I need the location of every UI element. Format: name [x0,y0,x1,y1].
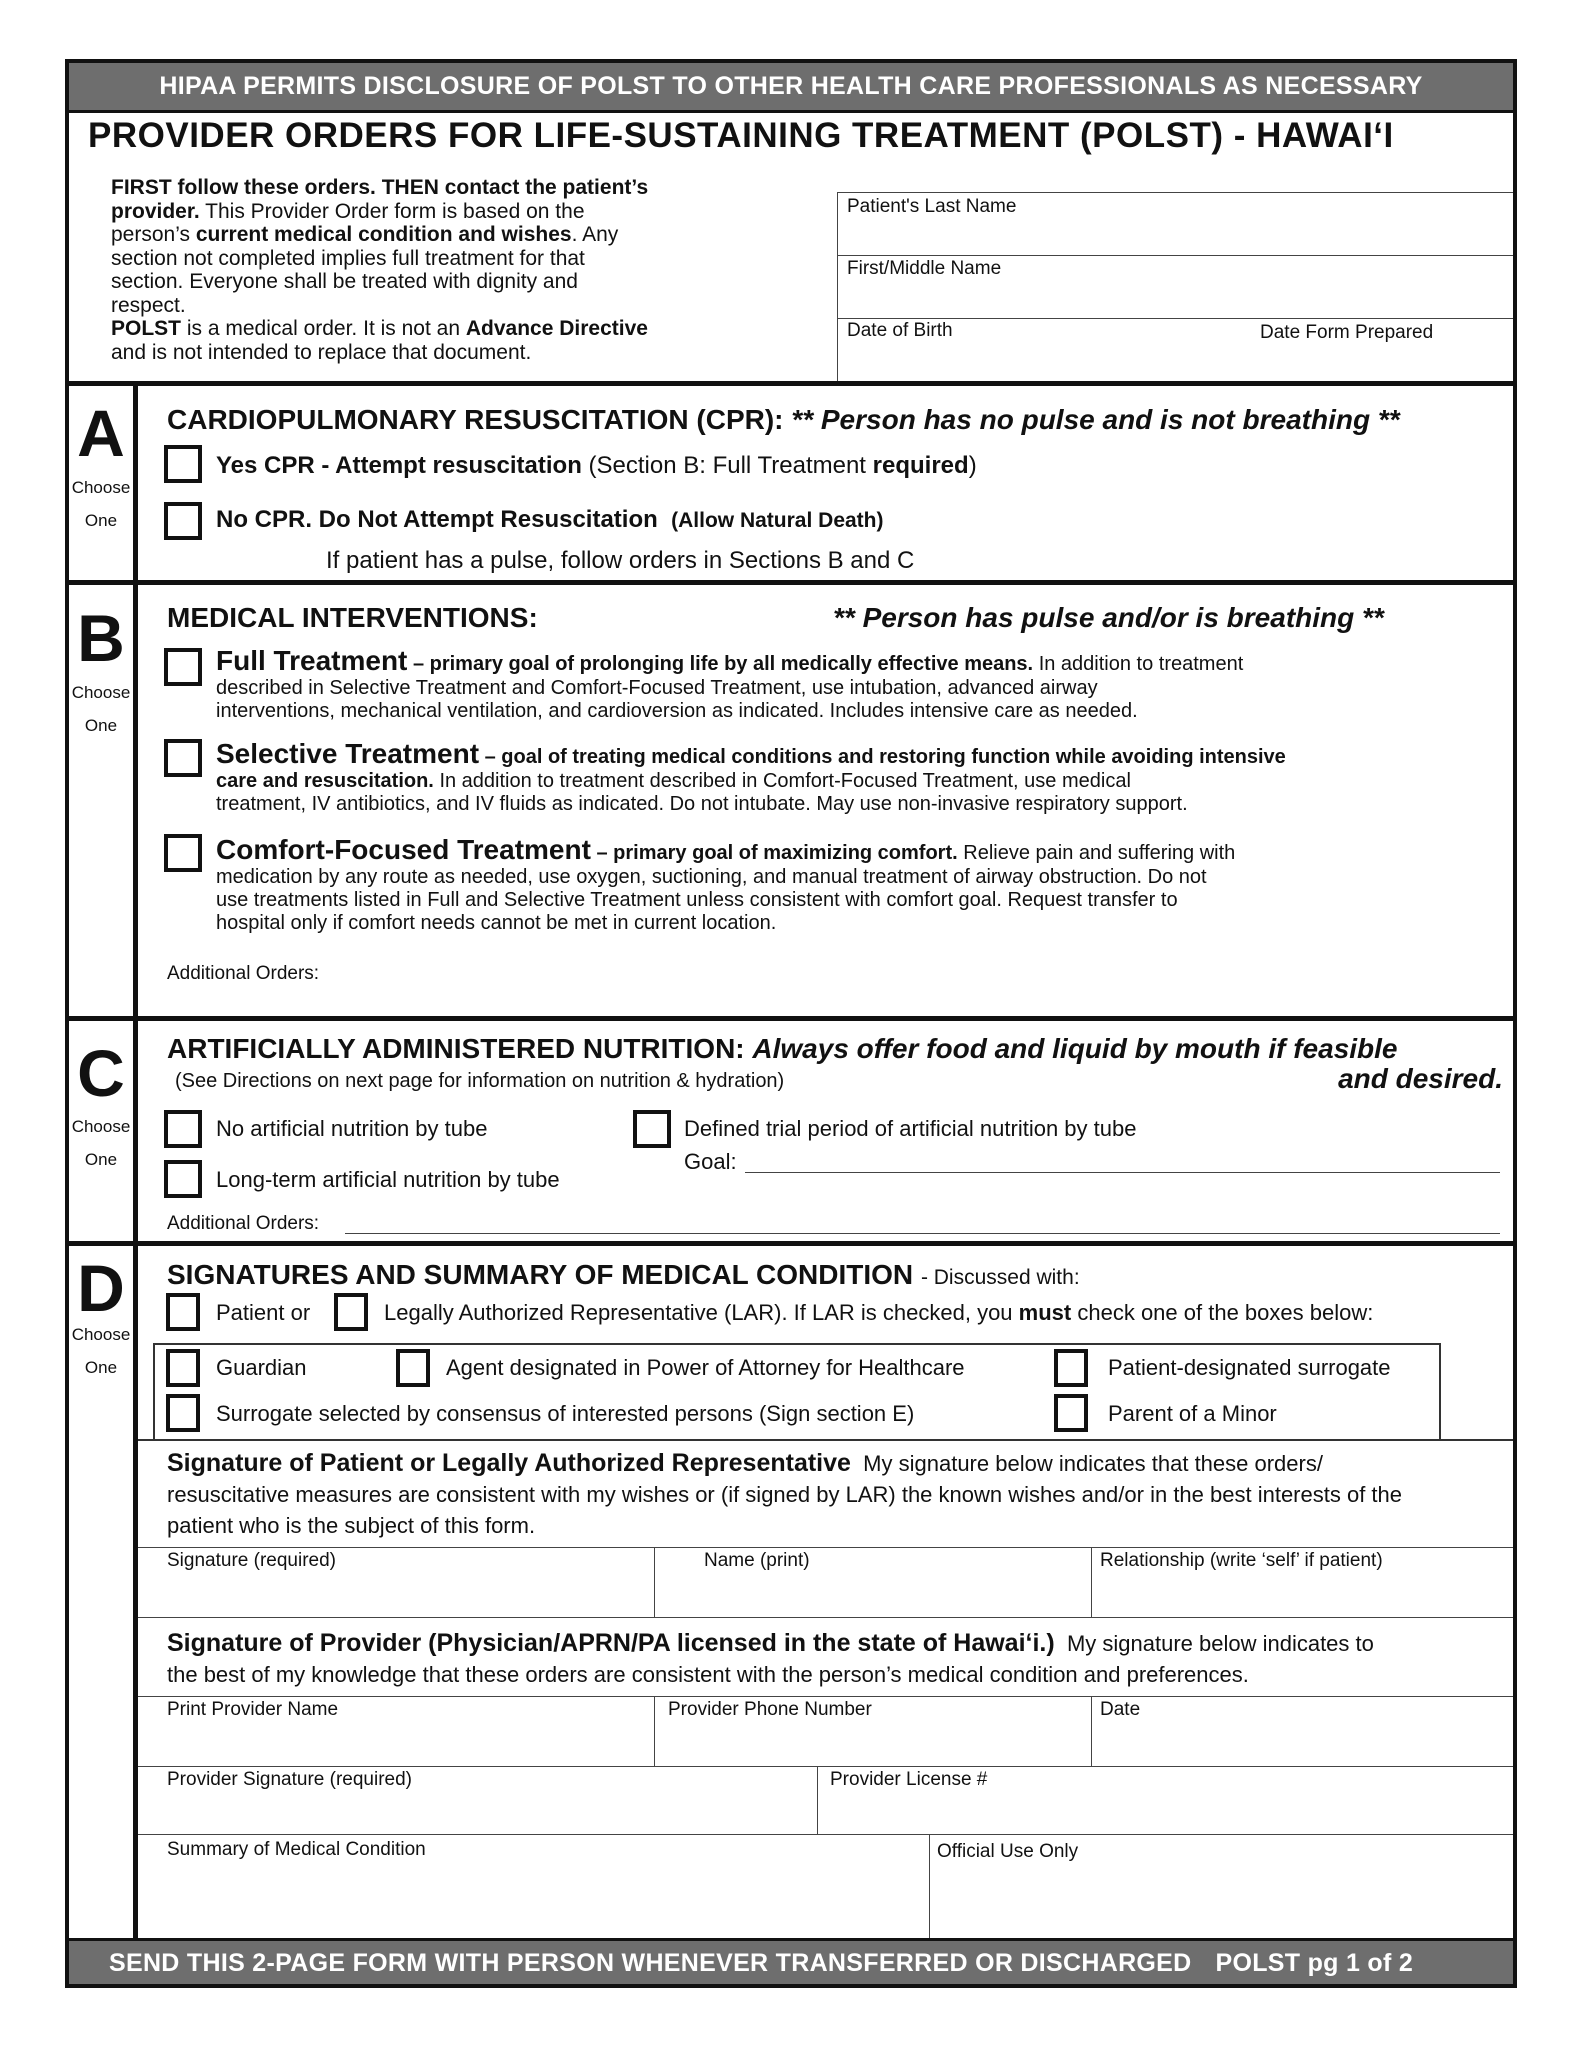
divider [837,318,1513,319]
intro-text [111,176,648,364]
choose-label: Choose [71,683,131,702]
section-c-subtitle: (See Directions on next page for information on nutrition & hydration) [175,1070,785,1092]
guardian-label: Guardian [216,1355,307,1380]
yes-cpr-note: (Section B: Full Treatment [588,452,866,479]
name-print-field[interactable] [656,1570,1089,1616]
one-label: One [84,1150,118,1169]
text-line: In addition to treatment [1038,653,1244,675]
intro-bold: FIRST follow these orders. THEN contact the patient’s [111,176,649,199]
selective-treatment-title: Selective Treatment [216,738,480,769]
divider [654,1547,655,1618]
patient-signature-title: Signature of Patient or Legally Authorized Representative [167,1449,851,1477]
dob-field[interactable] [838,325,1238,380]
agent-poa-checkbox[interactable] [396,1349,430,1387]
section-c-heading: ARTIFICIALLY ADMINISTERED NUTRITION: Always offer food and liquid by mouth if feasible [167,1033,1398,1064]
text-line: use treatments listed in Full and Selective Treatment unless consistent with comfort goal. Request transfer to [216,889,1178,911]
consensus-surrogate-checkbox[interactable] [166,1394,200,1432]
selective-treatment-checkbox[interactable] [164,739,202,777]
goal-label: Goal: [684,1149,737,1174]
intro-text: . Any [571,223,619,246]
selective-treatment-goal: – goal of treating medical conditions and restoring function while avoiding intensive [484,746,1286,768]
relationship-label: Relationship (write ‘self’ if patient) [1100,1550,1383,1571]
choose-label: Choose [71,1117,131,1136]
divider [654,1696,655,1766]
section-b [69,580,1513,585]
name-print-label: Name (print) [704,1550,810,1571]
comfort-treatment-goal: – primary goal of maximizing comfort. [596,842,958,864]
provider-signature-title: Signature of Provider (Physician/APRN/PA licensed in the state of Hawai‘i.) [167,1629,1055,1657]
patient-designated-surrogate-checkbox[interactable] [1054,1349,1088,1387]
selective-treatment-goal: care and resuscitation. [216,770,434,792]
provider-name-label: Print Provider Name [167,1699,339,1720]
section-letter: D [77,1251,125,1325]
text-line: hospital only if comfort needs cannot be met in current location. [216,912,777,934]
date-prepared-label: Date Form Prepared [1260,322,1434,343]
no-cpr-note: (Allow Natural Death) [671,509,884,532]
one-label: One [84,1358,118,1377]
patient-designated-surrogate-label: Patient-designated surrogate [1108,1355,1391,1380]
last-name-label: Patient's Last Name [847,196,1017,217]
section-letter: C [77,1036,125,1110]
consensus-surrogate-label: Surrogate selected by consensus of interested persons (Sign section E) [216,1401,915,1426]
full-treatment-title: Full Treatment [216,645,408,676]
patient-checkbox[interactable] [166,1293,200,1331]
intro-bold: current medical condition and wishes [195,223,572,246]
dob-label: Date of Birth [847,320,953,341]
official-use-label: Official Use Only [937,1841,1079,1862]
provider-signature-statement: Signature of Provider (Physician/APRN/PA licensed in the state of Hawai‘i.) My signature below indicates to the best of my knowledge that these orders are consistent with the person’s medical condition and preferences. [167,1629,1374,1687]
yes-cpr-checkbox[interactable] [164,445,202,483]
section-d-heading: SIGNATURES AND SUMMARY OF MEDICAL CONDITION - Discussed with: [167,1259,1080,1290]
lar-label: Legally Authorized Representative (LAR). If LAR is checked, you must check one of the boxes below: [384,1300,1374,1325]
provider-phone-field[interactable] [656,1720,1089,1764]
no-cpr-checkbox[interactable] [164,502,202,540]
intro-text: is a medical order. It is not an [186,317,460,340]
divider [1091,1547,1092,1618]
section-a [69,381,1513,386]
provider-signature-label: Provider Signature (required) [167,1769,413,1790]
additional-orders-c-field[interactable] [345,1233,1500,1234]
intro-text: respect. [111,293,186,317]
trial-period-checkbox[interactable] [633,1110,671,1148]
intro-text: and is not intended to replace that document. [111,340,532,364]
provider-signature-field[interactable] [140,1790,815,1833]
divider [69,110,1513,113]
relationship-field[interactable] [1093,1570,1511,1616]
provider-name-field[interactable] [140,1720,652,1764]
full-treatment-option [216,645,1243,723]
no-artificial-nutrition-label: No artificial nutrition by tube [216,1116,488,1141]
yes-cpr-label: Yes CPR - Attempt resuscitation [216,452,582,479]
divider [138,1766,1513,1767]
section-a-note: ** Person has no pulse and is not breathing ** [791,404,1400,435]
selective-treatment-option [216,738,1286,816]
patient-signature-statement: Signature of Patient or Legally Authorized Representative My signature below indicates that these orders/ resuscitative measures are consistent with my wishes or (if signed by LAR) the known wishes and/or in the best interests of the patient who is the subject of this form. [167,1449,1403,1538]
yes-cpr-required: required [872,452,969,479]
date-field[interactable] [1093,1720,1511,1764]
section-letter: B [77,601,125,675]
one-label: One [84,716,118,735]
one-label: One [84,511,118,530]
additional-orders-label: Additional Orders: [167,1213,320,1234]
last-name-field[interactable] [838,200,1513,255]
page-title: PROVIDER ORDERS FOR LIFE-SUSTAINING TREATMENT (POLST) - HAWAI‘I [88,116,1394,155]
text-line: described in Selective Treatment and Comfort-Focused Treatment, use intubation, advanced airway [216,677,1098,699]
text-line: medication by any route as needed, use oxygen, suctioning, and manual treatment of airway obstruction. Do not [216,866,1207,888]
full-treatment-checkbox[interactable] [164,648,202,686]
patient-signature-field[interactable] [140,1570,652,1616]
intro-text: section not completed implies full treatment for that [111,246,585,270]
long-term-nutrition-label: Long-term artificial nutrition by tube [216,1167,560,1192]
intro-bold: provider. [111,199,200,223]
summary-label: Summary of Medical Condition [167,1839,426,1860]
provider-phone-label: Provider Phone Number [668,1699,872,1720]
intro-bold: Advance Directive [465,317,648,340]
trial-period-label: Defined trial period of artificial nutrition by tube [684,1116,1137,1141]
lar-checkbox[interactable] [334,1293,368,1331]
parent-of-minor-checkbox[interactable] [1054,1394,1088,1432]
first-middle-label: First/Middle Name [847,258,1002,279]
section-d [69,1241,1513,1246]
choose-label: Choose [71,1325,131,1344]
date-prepared-field[interactable] [1250,325,1510,380]
intro-text: person’s [111,223,190,246]
text-line: Relieve pain and suffering with [963,842,1236,864]
text-line: treatment, IV antibiotics, and IV fluids as indicated. Do not intubate. May use non-invasive respiratory support. [216,793,1188,815]
text-line: interventions, mechanical ventilation, and cardioversion as indicated. Includes intensive care as needed. [216,700,1138,722]
discussed-with: - Discussed with: [920,1266,1080,1289]
section-a-heading: CARDIOPULMONARY RESUSCITATION (CPR): ** Person has no pulse and is not breathing ** [167,404,1400,435]
patient-or-label: Patient or [216,1300,311,1325]
pulse-instruction: If patient has a pulse, follow orders in Sections B and C [326,547,915,574]
first-middle-field[interactable] [838,262,1513,317]
summary-field[interactable] [140,1862,927,1938]
divider [1091,1696,1092,1766]
comfort-treatment-checkbox[interactable] [164,834,202,872]
hipaa-banner: HIPAA PERMITS DISCLOSURE OF POLST TO OTHER HEALTH CARE PROFESSIONALS AS NECESSARY [69,63,1513,110]
long-term-nutrition-checkbox[interactable] [164,1160,202,1198]
no-artificial-nutrition-checkbox[interactable] [164,1110,202,1148]
divider [817,1766,818,1835]
divider [138,1439,1513,1441]
comfort-treatment-option [216,834,1235,935]
intro-bold: POLST [111,317,182,340]
guardian-checkbox[interactable] [166,1349,200,1387]
section-b-note: ** Person has pulse and/or is breathing ** [833,602,1384,633]
footer-instruction: SEND THIS 2-PAGE FORM WITH PERSON WHENEVER TRANSFERRED OR DISCHARGED [109,1949,1192,1977]
additional-orders-label: Additional Orders: [167,963,320,984]
intro-text: section. Everyone shall be treated with dignity and [111,270,578,293]
additional-orders-b-field[interactable] [340,958,1500,1008]
footer-banner [69,1938,1513,1984]
signature-label: Signature (required) [167,1550,336,1571]
goal-field[interactable] [745,1172,1500,1173]
page-number: POLST pg 1 of 2 [1215,1949,1414,1977]
choose-label: Choose [71,478,131,497]
date-label: Date [1100,1699,1141,1720]
section-c [69,1016,1513,1021]
divider [837,255,1513,256]
section-c-note: Always offer food and liquid by mouth if feasible [752,1033,1398,1064]
section-letter: A [77,396,125,470]
section-c-note: and desired. [1338,1063,1503,1094]
provider-license-label: Provider License # [830,1769,988,1790]
full-treatment-goal: – primary goal of prolonging life by all medically effective means. [412,653,1034,675]
divider [929,1835,930,1940]
section-b-heading: MEDICAL INTERVENTIONS: [167,602,538,633]
parent-of-minor-label: Parent of a Minor [1108,1401,1277,1426]
no-cpr-label: No CPR. Do Not Attempt Resuscitation [216,506,658,533]
provider-license-field[interactable] [819,1790,1511,1833]
comfort-treatment-title: Comfort-Focused Treatment [216,834,591,865]
intro-text: This Provider Order form is based on the [205,199,585,223]
text-line: In addition to treatment described in Comfort-Focused Treatment, use medical [439,770,1131,792]
agent-poa-label: Agent designated in Power of Attorney for Healthcare [446,1355,965,1380]
